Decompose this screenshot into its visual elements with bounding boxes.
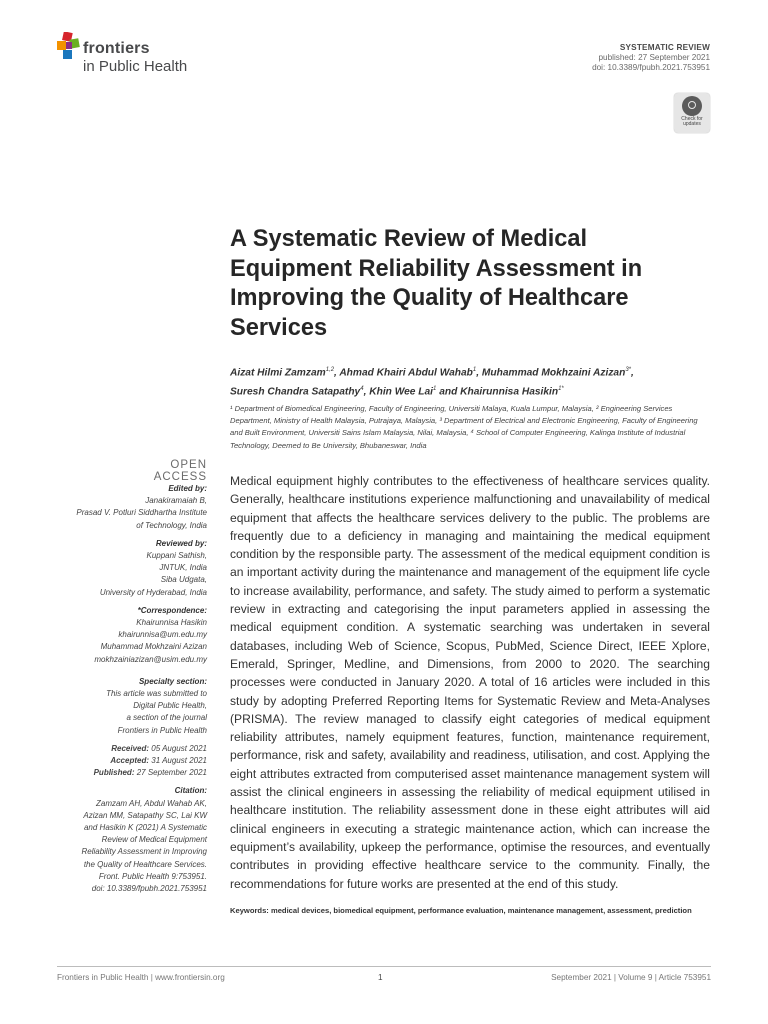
author-name[interactable]: Ahmad Khairi Abdul Wahab [339, 367, 473, 379]
check-for-updates-icon [682, 96, 702, 116]
received-value: 05 August 2021 [151, 743, 207, 753]
sidebar-line: University of Hyderabad, India [99, 587, 207, 597]
author-separator: , [476, 367, 482, 379]
author-name[interactable]: Khairunnisa Hasikin [460, 386, 559, 398]
sidebar-line: Review of Medical Equipment [101, 835, 207, 845]
author-affiliation-marker: 1* [558, 386, 564, 393]
journal-name: in Public Health [83, 58, 188, 75]
sidebar-line: This article was submitted to [106, 689, 207, 699]
edited-by-label: Edited by: [168, 484, 207, 493]
sidebar-line: Kuppani Sathish, [146, 551, 207, 561]
footer-rule [57, 966, 711, 967]
author-list [230, 362, 710, 401]
edited-by-block [40, 483, 207, 532]
keywords-label: Keywords: [230, 906, 269, 915]
specialty-block [40, 676, 207, 737]
citation-label: Citation: [174, 786, 207, 796]
sidebar-line: Khairunnisa Hasikin [136, 618, 207, 628]
sidebar-line: mokhzainiazizan@usim.edu.my [94, 654, 207, 664]
author-name[interactable]: Aizat Hilmi Zamzam [230, 367, 326, 379]
author-separator: and [436, 386, 461, 398]
check-for-updates-label: Check for updates [681, 116, 703, 128]
citation-block [40, 785, 207, 895]
published-date: published: 27 September 2021 [598, 53, 710, 62]
received-label: Received: [111, 743, 150, 753]
reviewed-by-block [40, 538, 207, 599]
dates-block [40, 743, 207, 780]
correspondence-block [40, 605, 207, 666]
article-doi: doi: 10.3389/fpubh.2021.753951 [592, 63, 710, 72]
keywords [230, 905, 710, 917]
author-affiliation-marker: 3* [625, 367, 631, 373]
open-access-label: OPEN ACCESS [153, 459, 207, 483]
reviewed-by-label: Reviewed by: [155, 538, 207, 548]
sidebar-line: khairunnisa@um.edu.my [118, 630, 207, 640]
published-label: Published: [93, 768, 135, 778]
correspondence-label: *Correspondence: [137, 605, 207, 615]
sidebar-line: Prasad V. Potluri Siddhartha Institute [76, 508, 207, 518]
sidebar-line: Digital Public Health, [133, 701, 207, 711]
published-value: 27 September 2021 [136, 768, 207, 778]
sidebar-line: of Technology, India [136, 520, 207, 530]
article-header-meta [592, 43, 710, 73]
sidebar-line: Janakiramaiah B, [145, 496, 207, 506]
author-separator: , [630, 367, 634, 379]
edited-by-list [40, 495, 207, 532]
abstract-text: Medical equipment highly contributes to the effectiveness of healthcare services quality. Generally, healthcare institutions experience malfunctioning and unavailability of medical equipment that affects the healthcare services delivery to the public. The problems are frequently due to a deficiency in managing and maintaining the medical equipment condition by the responsible party. The assessment of the medical equipment condition is an important activity during the maintenance and management of the equipment life cycle to increase availability, performance, and safety. The study aimed to perform a systematic review in extracting and categorising the input parameters applied in assessing the medical equipment condition. A systematic searching was undertaken in several databases, including Web of Science, Scopus, PubMed, Science Direct, IEEE Xplore, Emerald, Springer, Medline, and Dimensions, from 2000 to 2020. The searching processes were conducted in January 2020. A total of 16 articles were included in this study by adopting Preferred Reporting Items for Systematic Review and Meta-Analyses (PRISMA). The review managed to classify eight categories of medical equipment reliability attributes, namely equipment features, function, maintenance requirement, performance, risk and safety, availability and readiness, utilisation, and cost. Applying the eight attributes extracted from computerised asset maintenance management system will assist the clinical engineers in assessing the reliability of medical equipment utilised in healthcare institution. The reliability assessment done in these eight attributes will aid clinical engineers in executing a strategic maintenance action, which can increase the equipment’s availability, upkeep the performance, optimise the resources, and eventually contributes in providing effective healthcare service to the community. Finally, the recommendations for future works are presented at the end of this study. [230, 474, 710, 891]
check-for-updates-badge[interactable] [674, 93, 710, 133]
sidebar-line: doi: 10.3389/fpubh.2021.753951 [91, 884, 207, 894]
sidebar-line: Reliability Assessment in Improving [81, 847, 207, 857]
author-name[interactable]: Khin Wee Lai [369, 386, 434, 398]
journal-brand: frontiers [83, 40, 150, 57]
author-affiliation-marker: 1 [472, 367, 477, 373]
reviewed-by-list [40, 550, 207, 599]
sidebar-line: the Quality of Healthcare Services. [83, 859, 207, 869]
specialty-label: Specialty section: [138, 676, 207, 686]
sidebar-line: Muhammad Mokhzaini Azizan [100, 642, 207, 652]
frontiers-logo-icon [57, 32, 81, 60]
sidebar-line: Frontiers in Public Health [117, 725, 207, 735]
page-number: 1 [378, 973, 383, 982]
author-affiliation-marker: 1,2 [325, 367, 335, 373]
author-separator: , [334, 367, 340, 379]
published-date-side [40, 767, 207, 779]
sidebar-line: Zamzam AH, Abdul Wahab AK, [95, 798, 207, 808]
affiliations: ¹ Department of Biomedical Engineering, Faculty of Engineering, Universiti Malaya, Kuala Lumpur, Malaysia, ² Engineering Services Department, Ministry of Health Malaysia, Putrajaya, Malaysia, ³ Department of Electrical and Electronic Engineering, Faculty of Engineering and Built Environment, Universiti Sains Islam Malaysia, Nilai, Malaysia, ⁴ School of Computer Engineering, Kalinga Institute of Industrial Technology, Deemed to Be University, Bhubaneswar, India [230, 404, 698, 450]
sidebar-line: a section of the journal [126, 713, 207, 723]
accepted-date [40, 755, 207, 767]
footer-journal-link[interactable]: Frontiers in Public Health | www.frontiersin.org [57, 973, 225, 982]
accepted-value: 31 August 2021 [151, 756, 207, 766]
citation-list [40, 798, 207, 896]
author-separator: , [363, 386, 370, 398]
article-type: SYSTEMATIC REVIEW [619, 43, 710, 52]
sidebar-line: JNTUK, India [159, 563, 207, 573]
sidebar-line: Azizan MM, Satapathy SC, Lai KW [83, 810, 207, 820]
correspondence-list [40, 617, 207, 666]
accepted-label: Accepted: [110, 756, 150, 766]
article-info-sidebar [40, 483, 207, 901]
author-name[interactable]: Suresh Chandra Satapathy [230, 386, 361, 398]
author-affiliation-marker: 1 [433, 386, 437, 393]
keywords-value: medical devices, biomedical equipment, performance evaluation, maintenance management, assessment, prediction [270, 906, 692, 915]
received-date [40, 743, 207, 755]
article-title: A Systematic Review of Medical Equipment Reliability Assessment in Improving the Quality of Healthcare Services [230, 226, 643, 341]
author-affiliation-marker: 4 [360, 386, 364, 393]
footer-issue-info: September 2021 | Volume 9 | Article 753951 [551, 973, 711, 982]
sidebar-line: Siba Udgata, [160, 575, 207, 585]
author-name[interactable]: Muhammad Mokhzaini Azizan [481, 367, 626, 379]
sidebar-line: Front. Public Health 9:753951. [98, 871, 207, 881]
specialty-list [40, 688, 207, 737]
sidebar-line: and Hasikin K (2021) A Systematic [83, 823, 207, 833]
